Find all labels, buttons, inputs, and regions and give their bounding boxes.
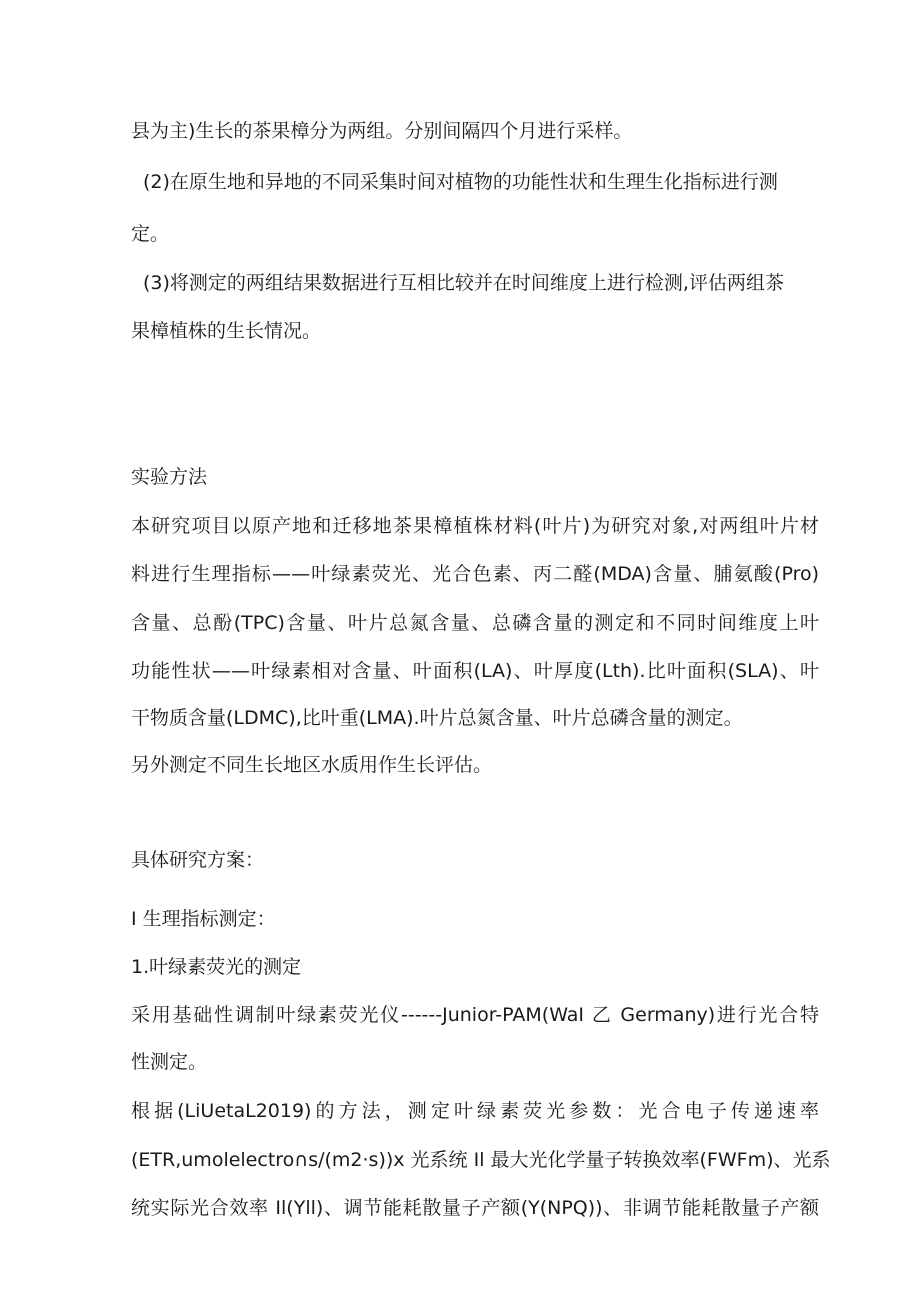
list-item-3: (3)将测定的两组结果数据进行互相比较并在时间维度上进行检测,评估两组茶 — [143, 272, 784, 294]
section-heading: 实验方法 — [131, 466, 208, 488]
text-line: (ETR,umolelectro∩s∕(m2·s))x 光系统 Il 最大光化学量子转换效率(FWFm)、光系 — [131, 1149, 831, 1171]
section-heading: 具体研究方案： — [131, 849, 265, 871]
text-line: 统实际光合效率 Il(Yll)、调节能耗散量子产额(Y(NPQ))、非调节能耗散量子产额 — [131, 1197, 819, 1219]
list-item-2: (2)在原生地和异地的不同采集时间对植物的功能性状和生理生化指标进行测 — [143, 171, 778, 193]
subsection-heading: I 生理指标测定： — [131, 908, 276, 930]
text-line: 性测定。 — [131, 1051, 208, 1073]
text-line: 定。 — [131, 223, 170, 245]
text-line: 采用基础性调制叶绿素荧光仪------Junior-PAM(WaI 乙 Germany)进行光合特 — [131, 1004, 819, 1026]
text-line: 本研究项目以原产地和迁移地茶果樟植株材料(叶片)为研究对象,对两组叶片材 — [131, 515, 819, 537]
text-line: 县为主)生长的茶果樟分为两组。分别间隔四个月进行采样。 — [131, 120, 633, 142]
text-line: 含量、总酚(TPC)含量、叶片总氮含量、总磷含量的测定和不同时间维度上叶 — [131, 612, 819, 634]
text-line: 料进行生理指标——叶绿素荧光、光合色素、丙二醛(MDA)含量、脯氨酸(Pro) — [131, 563, 819, 585]
text-line: 根据(LiUetaL2019)的方法，测定叶绿素荧光参数：光合电子传递速率 — [131, 1100, 819, 1122]
text-line: 果樟植株的生长情况。 — [131, 320, 322, 342]
subsection-heading: 1.叶绿素荧光的测定 — [131, 956, 302, 978]
text-line: 另外测定不同生长地区水质用作生长评估。 — [131, 754, 493, 776]
text-line: 功能性状——叶绿素相对含量、叶面积(LA)、叶厚度(Lth).比叶面积(SLA)、叶 — [131, 660, 819, 682]
text-line: 干物质含量(LDMC),比叶重(LMA).叶片总氮含量、叶片总磷含量的测定。 — [131, 707, 743, 729]
